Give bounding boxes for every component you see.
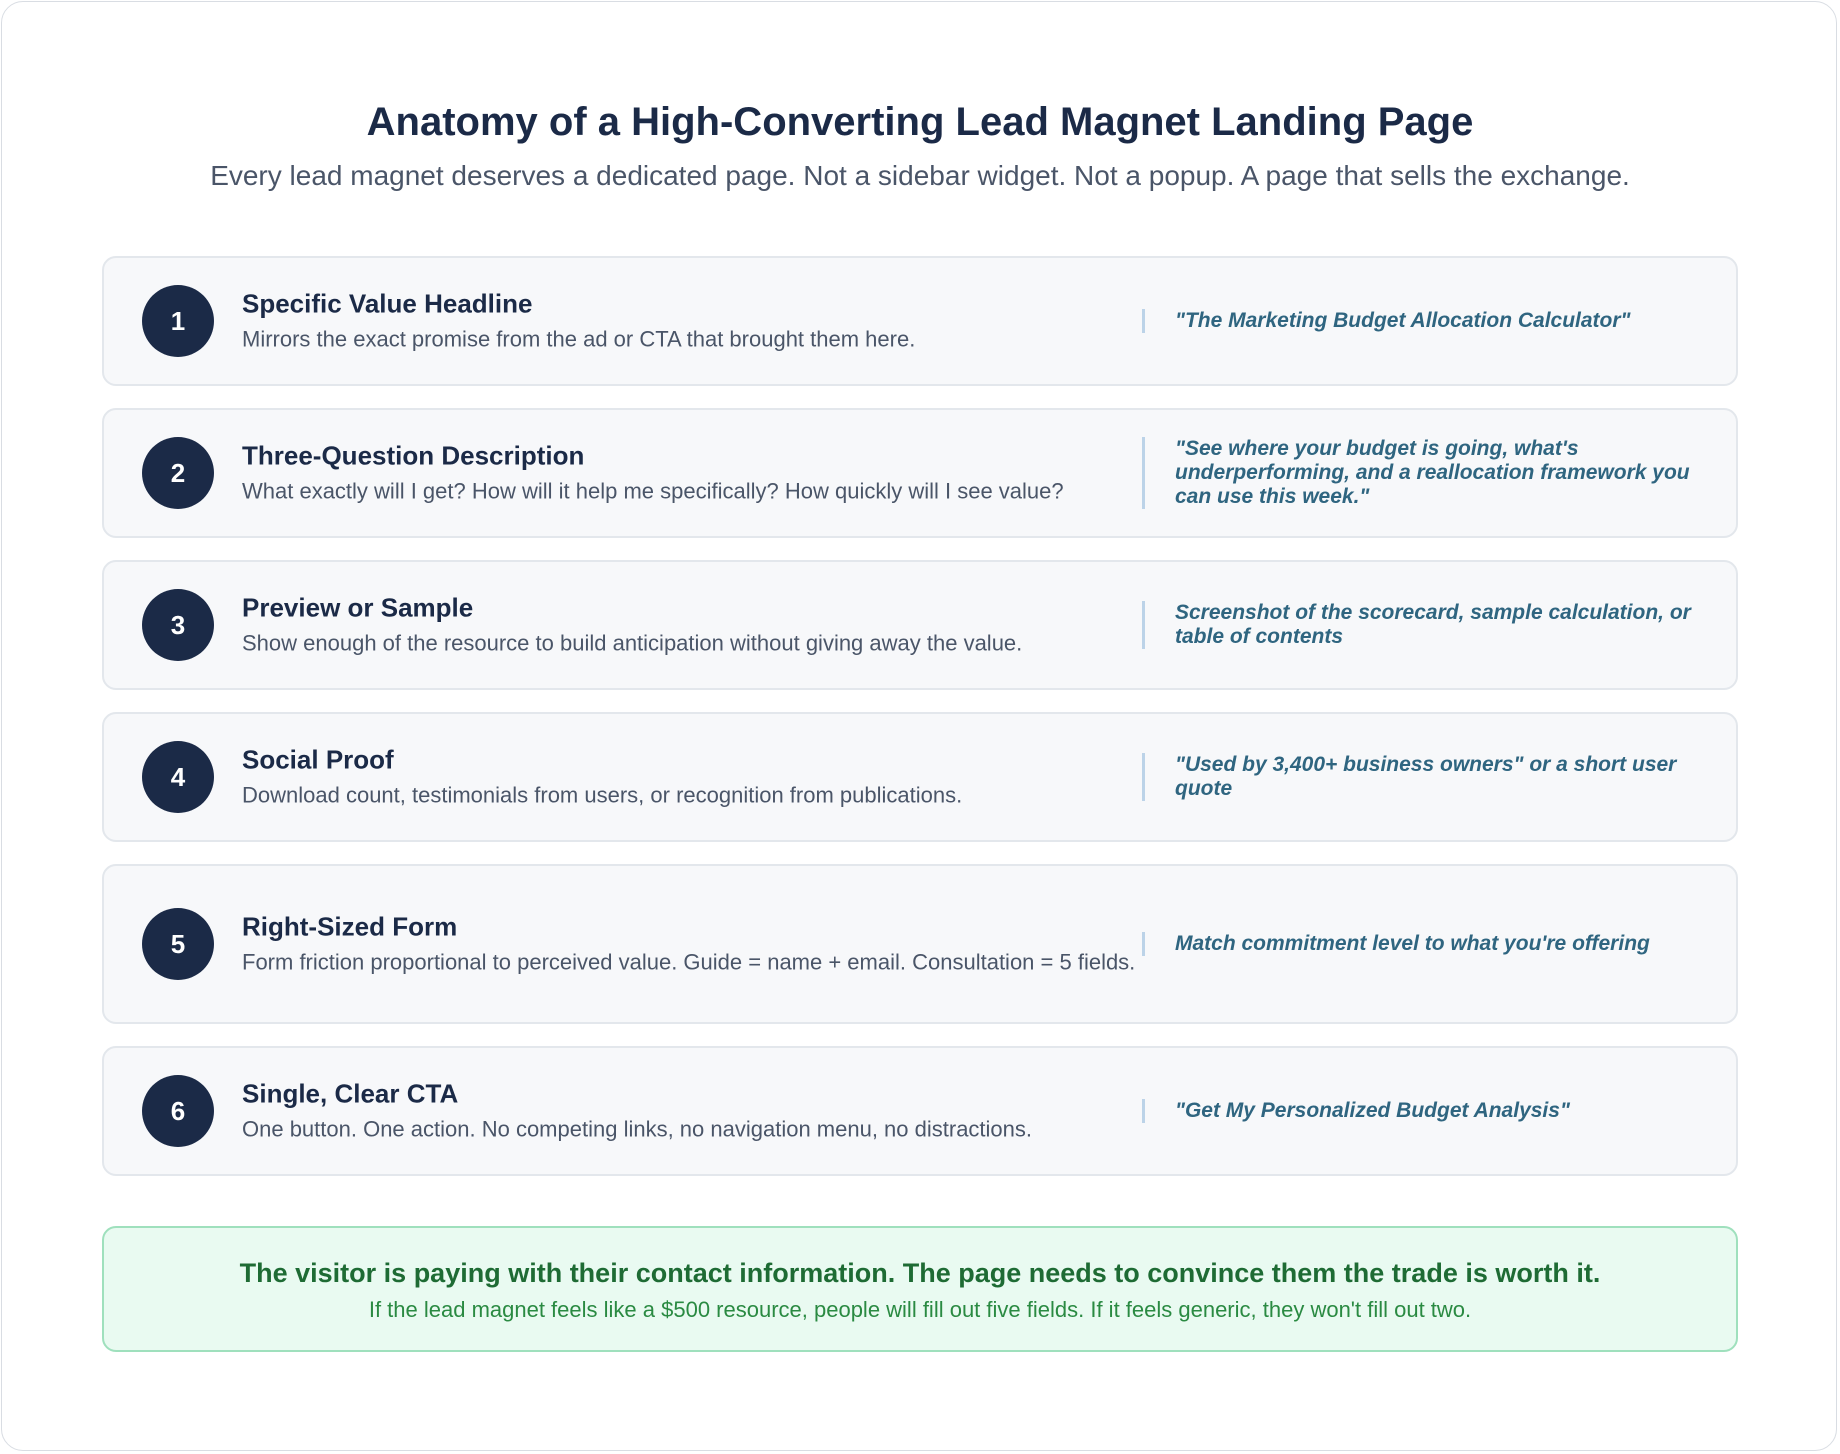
step-example: "The Marketing Budget Allocation Calculator" bbox=[1142, 309, 1702, 333]
step-number-badge: 3 bbox=[142, 589, 214, 661]
step-content bbox=[242, 743, 1142, 812]
step-example: "Used by 3,400+ business owners" or a short user quote bbox=[1142, 753, 1702, 801]
page-title: Anatomy of a High-Converting Lead Magnet Landing Page bbox=[366, 100, 1474, 144]
step-example: "See where your budget is going, what's underperforming, and a reallocation framework you can use this week." bbox=[1142, 437, 1702, 509]
step-number-badge: 1 bbox=[142, 285, 214, 357]
step-number-badge: 4 bbox=[142, 741, 214, 813]
page-subtitle: Every lead magnet deserves a dedicated page. Not a sidebar widget. Not a popup. A page that sells the exchange. bbox=[210, 160, 1630, 191]
step-description: One button. One action. No competing links, no navigation menu, no distractions. bbox=[242, 1116, 1033, 1142]
step-description: Show enough of the resource to build anticipation without giving away the value. bbox=[242, 630, 1023, 656]
step-description: What exactly will I get? How will it help me specifically? How quickly will I see value? bbox=[242, 478, 1064, 504]
step-card-6 bbox=[102, 1046, 1738, 1176]
takeaway-detail: If the lead magnet feels like a $500 resource, people will fill out five fields. If it feels generic, they won't fill out two. bbox=[368, 1297, 1472, 1322]
step-title: Preview or Sample bbox=[242, 592, 474, 623]
step-description: Download count, testimonials from users, or recognition from publications. bbox=[242, 782, 963, 808]
steps-list bbox=[102, 256, 1738, 1198]
step-description: Mirrors the exact promise from the ad or CTA that brought them here. bbox=[242, 326, 916, 352]
step-content bbox=[242, 1077, 1142, 1146]
step-card-4 bbox=[102, 712, 1738, 842]
step-content bbox=[242, 591, 1142, 660]
takeaway-headline: The visitor is paying with their contact information. The page needs to convince them the trade is worth it. bbox=[239, 1258, 1601, 1288]
step-description: Form friction proportional to perceived value. Guide = name + email. Consultation = 5 fields. bbox=[242, 949, 1136, 975]
step-example: Match commitment level to what you're offering bbox=[1142, 932, 1702, 956]
step-card-2 bbox=[102, 408, 1738, 538]
step-number-badge: 5 bbox=[142, 908, 214, 980]
step-title: Three-Question Description bbox=[242, 440, 585, 471]
step-title: Social Proof bbox=[242, 744, 394, 775]
step-title: Specific Value Headline bbox=[242, 288, 533, 319]
step-content bbox=[242, 287, 1142, 356]
takeaway-callout bbox=[102, 1226, 1738, 1352]
step-title: Single, Clear CTA bbox=[242, 1078, 459, 1109]
step-number-badge: 2 bbox=[142, 437, 214, 509]
step-card-1 bbox=[102, 256, 1738, 386]
step-example: "Get My Personalized Budget Analysis" bbox=[1142, 1099, 1702, 1123]
step-content bbox=[242, 910, 1142, 979]
step-content bbox=[242, 439, 1142, 508]
step-card-3 bbox=[102, 560, 1738, 690]
step-card-5 bbox=[102, 864, 1738, 1024]
step-number-badge: 6 bbox=[142, 1075, 214, 1147]
step-title: Right-Sized Form bbox=[242, 911, 458, 942]
step-example: Screenshot of the scorecard, sample calculation, or table of contents bbox=[1142, 601, 1702, 649]
